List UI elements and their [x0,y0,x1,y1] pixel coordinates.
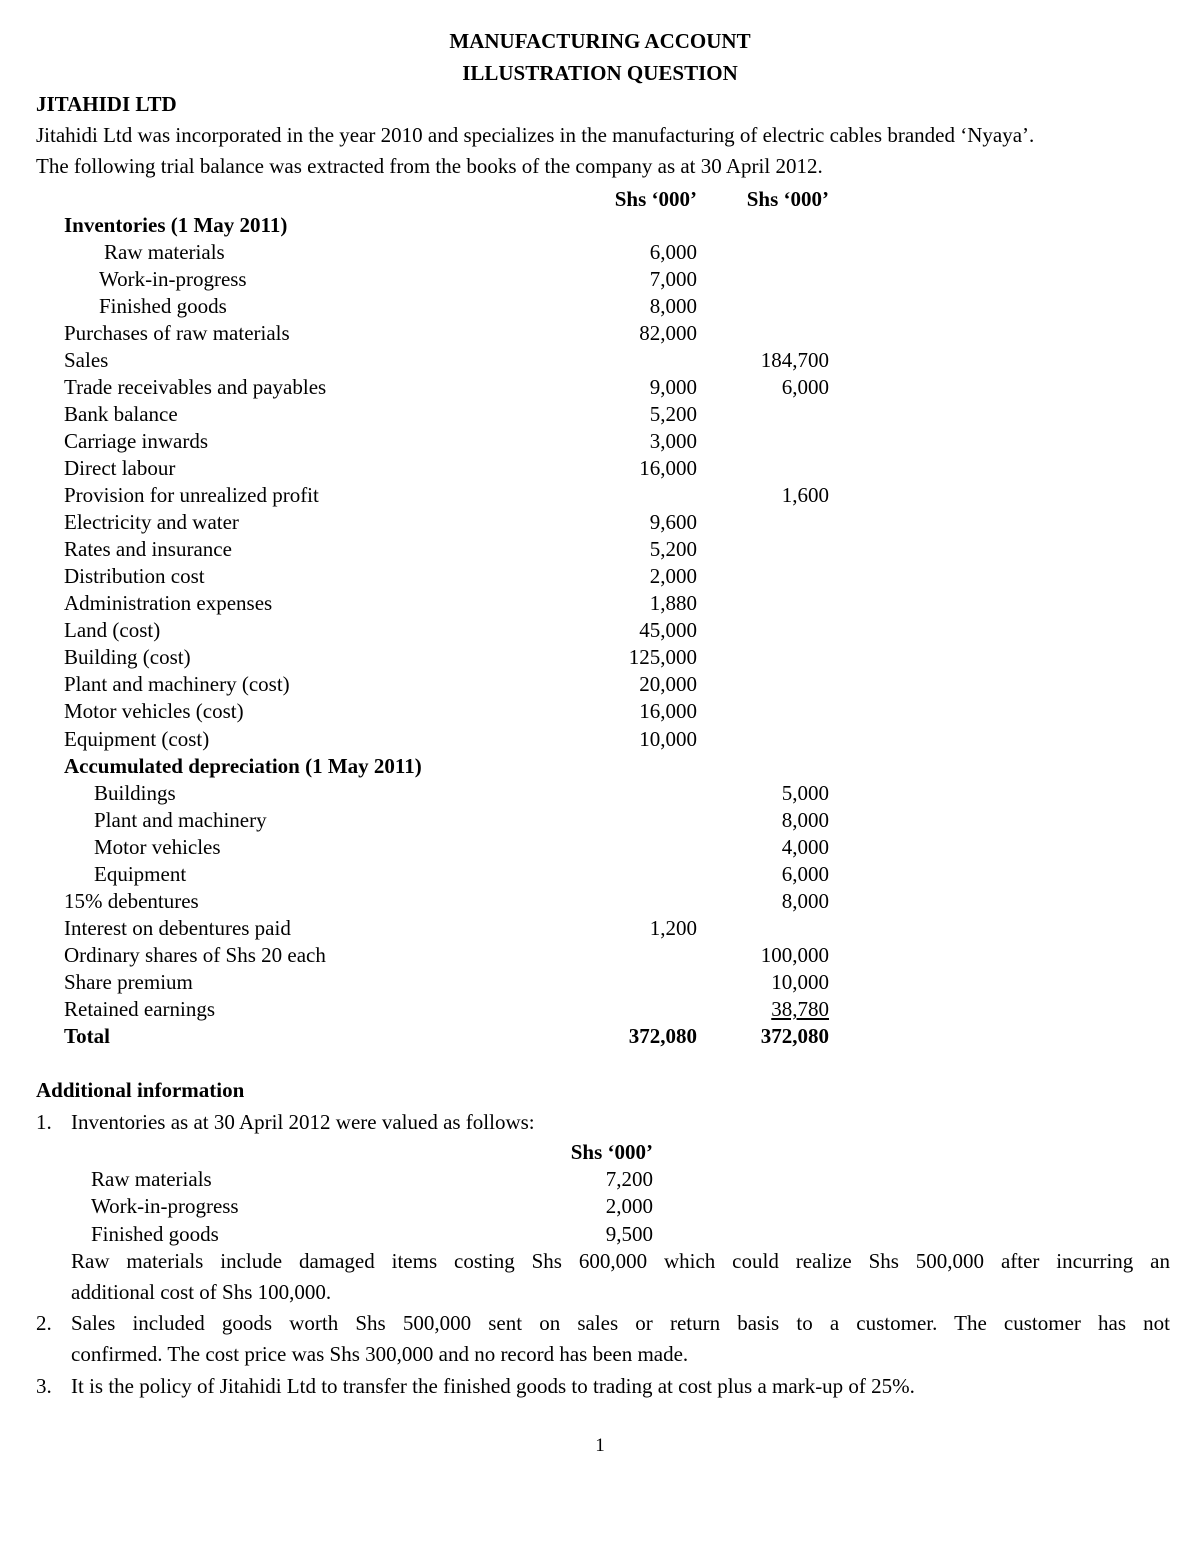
tb-row-debit: 3,000 [649,429,697,453]
inv-row-label: Work-in-progress [91,1194,239,1218]
doc-title: MANUFACTURING ACCOUNT [449,29,751,53]
tb-row-debit: 9,600 [649,510,697,534]
item-1-note-line-1: Raw materials include damaged items costing Shs 600,000 which could realize Shs 500,000 after incurring an [71,1249,1170,1273]
tb-row-label: Retained earnings [64,997,216,1021]
tb-row-credit: 8,000 [781,889,829,913]
tb-row-debit: 1,200 [649,916,697,940]
tb-row-debit: 6,000 [649,240,697,264]
tb-row-label: Equipment (cost) [64,727,210,751]
intro-line-1: Jitahidi Ltd was incorporated in the year 2010 and specializes in the manufacturing of electric cables branded ‘Nyaya’. [36,123,1035,147]
item-2-line-2: confirmed. The cost price was Shs 300,000 and no record has been made. [71,1342,689,1366]
item-2-number: 2. [36,1311,52,1335]
tb-row-label: Purchases of raw materials [64,321,290,345]
item-1-note-line-2: additional cost of Shs 100,000. [71,1280,332,1304]
item-3-text: It is the policy of Jitahidi Ltd to transfer the finished goods to trading at cost plus a mark-up of 25%. [71,1374,915,1398]
tb-row-label: Electricity and water [64,510,239,534]
tb-row-label: Motor vehicles [94,835,221,859]
tb-row-label: Buildings [94,781,176,805]
tb-row-debit: 20,000 [639,672,697,696]
doc-subtitle: ILLUSTRATION QUESTION [462,61,738,85]
tb-row-label: Inventories (1 May 2011) [64,213,288,237]
tb-row-credit: 10,000 [771,970,829,994]
tb-row-credit: 8,000 [781,808,829,832]
tb-row-label: 15% debentures [64,889,199,913]
tb-total-debit: 372,080 [628,1024,697,1048]
tb-row-label: Raw materials [104,240,225,264]
tb-row-label: Distribution cost [64,564,205,588]
tb-row-debit: 2,000 [649,564,697,588]
tb-row-credit: 6,000 [781,375,829,399]
tb-row-label: Building (cost) [64,645,191,669]
retained-earnings-underlined: 38,780 [771,997,829,1021]
tb-row-debit: 16,000 [639,456,697,480]
tb-row-debit: 9,000 [649,375,697,399]
tb-total-credit: 372,080 [760,1024,829,1048]
tb-row-label: Equipment [94,862,187,886]
tb-row-credit [700,996,829,1023]
additional-heading: Additional information [36,1078,245,1102]
tb-row-label: Motor vehicles (cost) [64,699,244,723]
tb-row-debit: 10,000 [639,727,697,751]
tb-header-debit: Shs ‘000’ [614,187,697,211]
intro-line-2: The following trial balance was extracted from the books of the company as at 30 April 2012. [36,154,823,178]
tb-row-label: Finished goods [99,294,227,318]
tb-row-label: Provision for unrealized profit [64,483,319,507]
inv-row-value: 7,200 [605,1167,653,1191]
tb-row-label: Land (cost) [64,618,161,642]
tb-row-debit: 7,000 [649,267,697,291]
tb-row-debit: 1,880 [649,591,697,615]
tb-row-credit: 6,000 [781,862,829,886]
inv-row-label: Finished goods [91,1222,219,1246]
tb-row-debit: 125,000 [628,645,697,669]
inv-header: Shs ‘000’ [570,1140,653,1164]
tb-row-label: Trade receivables and payables [64,375,327,399]
tb-row-credit: 5,000 [781,781,829,805]
tb-row-label: Bank balance [64,402,178,426]
tb-row-label: Interest on debentures paid [64,916,291,940]
inv-row-value: 9,500 [605,1222,653,1246]
item-1-number: 1. [36,1110,52,1134]
tb-row-label: Administration expenses [64,591,273,615]
tb-row-label: Rates and insurance [64,537,232,561]
tb-row-credit: 100,000 [760,943,829,967]
tb-row-debit: 5,200 [649,537,697,561]
tb-row-label: Plant and machinery (cost) [64,672,290,696]
tb-row-label: Share premium [64,970,193,994]
tb-row-credit: 4,000 [781,835,829,859]
tb-row-label: Ordinary shares of Shs 20 each [64,943,326,967]
tb-row-credit: 1,600 [781,483,829,507]
tb-total-label: Total [64,1024,110,1048]
tb-header-credit: Shs ‘000’ [746,187,829,211]
tb-row-debit: 82,000 [639,321,697,345]
page-number: 1 [595,1435,605,1456]
tb-row-debit: 5,200 [649,402,697,426]
inv-row-label: Raw materials [91,1167,212,1191]
tb-row-debit: 8,000 [649,294,697,318]
tb-row-debit: 16,000 [639,699,697,723]
tb-row-credit: 184,700 [760,348,829,372]
tb-row-label: Direct labour [64,456,176,480]
inv-row-value: 2,000 [605,1194,653,1218]
tb-row-label: Plant and machinery [94,808,267,832]
tb-row-debit: 45,000 [639,618,697,642]
tb-row-label: Carriage inwards [64,429,209,453]
tb-row-label: Accumulated depreciation (1 May 2011) [64,754,422,778]
tb-row-label: Sales [64,348,109,372]
item-3-number: 3. [36,1374,52,1398]
item-1-text: Inventories as at 30 April 2012 were valued as follows: [71,1110,535,1134]
item-2-line-1: Sales included goods worth Shs 500,000 sent on sales or return basis to a customer. The customer has not [71,1311,1170,1335]
company-name: JITAHIDI LTD [36,92,177,116]
tb-row-label: Work-in-progress [99,267,247,291]
